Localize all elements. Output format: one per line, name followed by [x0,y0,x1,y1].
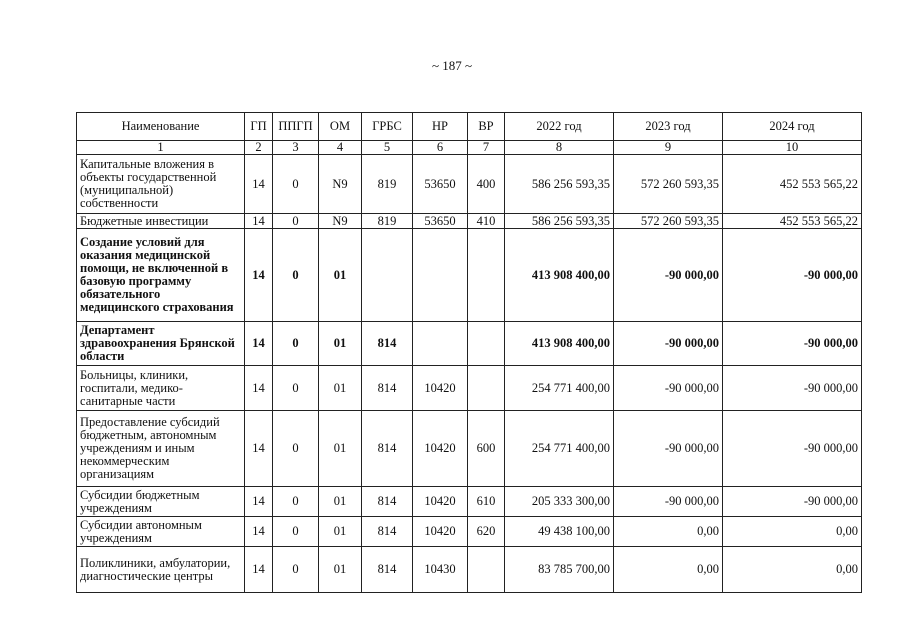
header-2024: 2024 год [723,113,862,141]
column-index: 4 [319,141,362,155]
row-gp-cell: 14 [245,517,273,547]
column-index: 3 [273,141,319,155]
header-grbs: ГРБС [362,113,413,141]
row-ppgp-cell: 0 [273,214,319,229]
header-2023: 2023 год [614,113,723,141]
row-ppgp-cell: 0 [273,322,319,366]
header-ppgp: ППГП [273,113,319,141]
row-2023-cell: -90 000,00 [614,322,723,366]
row-ppgp-cell: 0 [273,366,319,411]
row-gp-cell: 14 [245,487,273,517]
row-gp-cell: 14 [245,547,273,593]
row-grbs-cell: 814 [362,547,413,593]
column-index-row [77,141,862,155]
page-number: ~ 187 ~ [431,58,473,73]
row-2023-cell: 0,00 [614,547,723,593]
row-nr-cell: 10420 [413,517,468,547]
row-grbs-cell: 819 [362,155,413,214]
row-name-cell: Бюджетные инвестиции [77,214,245,229]
column-index: 5 [362,141,413,155]
row-name-cell: Предоставление субсидий бюджетным, автономным учреждениям и иным некоммерческим организациям [77,411,245,487]
row-2024-cell: -90 000,00 [723,411,862,487]
row-name-cell: Департамент здравоохранения Брянской области [77,322,245,366]
column-index: 10 [723,141,862,155]
row-2024-cell: -90 000,00 [723,487,862,517]
row-om-cell: 01 [319,229,362,322]
table-row [77,366,862,411]
table-row [77,229,862,322]
row-om-cell: 01 [319,487,362,517]
row-2022-cell: 586 256 593,35 [505,214,614,229]
row-2023-cell: 572 260 593,35 [614,214,723,229]
row-2022-cell: 254 771 400,00 [505,411,614,487]
row-vr-cell: 410 [468,214,505,229]
row-name-cell: Субсидии автономным учреждениям [77,517,245,547]
row-2024-cell: 452 553 565,22 [723,214,862,229]
row-om-cell: 01 [319,411,362,487]
row-2023-cell: 0,00 [614,517,723,547]
row-2022-cell: 83 785 700,00 [505,547,614,593]
row-om-cell: 01 [319,547,362,593]
table-row [77,487,862,517]
row-grbs-cell: 814 [362,322,413,366]
row-2022-cell: 49 438 100,00 [505,517,614,547]
row-2022-cell: 586 256 593,35 [505,155,614,214]
row-vr-cell [468,547,505,593]
row-gp-cell: 14 [245,214,273,229]
row-2022-cell: 413 908 400,00 [505,322,614,366]
row-name-cell: Поликлиники, амбулатории, диагностические центры [77,547,245,593]
row-2024-cell: -90 000,00 [723,322,862,366]
row-2022-cell: 413 908 400,00 [505,229,614,322]
row-om-cell: N9 [319,214,362,229]
table-row [77,214,862,229]
row-2022-cell: 254 771 400,00 [505,366,614,411]
row-om-cell: 01 [319,322,362,366]
row-nr-cell: 10420 [413,411,468,487]
table-row [77,517,862,547]
budget-table [76,112,862,593]
row-ppgp-cell: 0 [273,517,319,547]
row-2024-cell: 452 553 565,22 [723,155,862,214]
table-row [77,155,862,214]
row-2023-cell: 572 260 593,35 [614,155,723,214]
row-name-cell: Капитальные вложения в объекты государственной (муниципальной) собственности [77,155,245,214]
row-2024-cell: -90 000,00 [723,229,862,322]
row-nr-cell: 10420 [413,487,468,517]
row-grbs-cell: 814 [362,411,413,487]
row-2024-cell: 0,00 [723,517,862,547]
column-index: 8 [505,141,614,155]
header-name: Наименование [77,113,245,141]
header-nr: НР [413,113,468,141]
row-nr-cell: 10420 [413,366,468,411]
row-grbs-cell [362,229,413,322]
row-vr-cell [468,322,505,366]
row-vr-cell: 610 [468,487,505,517]
row-gp-cell: 14 [245,229,273,322]
table-row [77,322,862,366]
row-vr-cell: 400 [468,155,505,214]
table-row [77,547,862,593]
row-ppgp-cell: 0 [273,411,319,487]
row-ppgp-cell: 0 [273,155,319,214]
table-body [77,155,862,593]
row-om-cell: N9 [319,155,362,214]
row-name-cell: Больницы, клиники, госпитали, медико-санитарные части [77,366,245,411]
row-2023-cell: -90 000,00 [614,366,723,411]
column-index: 1 [77,141,245,155]
row-gp-cell: 14 [245,411,273,487]
header-vr: ВР [468,113,505,141]
table-row [77,411,862,487]
row-ppgp-cell: 0 [273,547,319,593]
row-2022-cell: 205 333 300,00 [505,487,614,517]
row-name-cell: Субсидии бюджетным учреждениям [77,487,245,517]
row-nr-cell: 10430 [413,547,468,593]
column-index: 9 [614,141,723,155]
row-nr-cell [413,322,468,366]
row-vr-cell: 620 [468,517,505,547]
row-nr-cell: 53650 [413,155,468,214]
row-2024-cell: 0,00 [723,547,862,593]
table-header-row [77,113,862,141]
column-index: 7 [468,141,505,155]
row-grbs-cell: 819 [362,214,413,229]
header-om: ОМ [319,113,362,141]
row-grbs-cell: 814 [362,366,413,411]
header-gp: ГП [245,113,273,141]
header-2022: 2022 год [505,113,614,141]
row-grbs-cell: 814 [362,487,413,517]
row-om-cell: 01 [319,366,362,411]
row-ppgp-cell: 0 [273,229,319,322]
row-nr-cell [413,229,468,322]
row-2024-cell: -90 000,00 [723,366,862,411]
row-gp-cell: 14 [245,322,273,366]
row-2023-cell: -90 000,00 [614,229,723,322]
row-vr-cell [468,366,505,411]
row-2023-cell: -90 000,00 [614,411,723,487]
row-name-cell: Создание условий для оказания медицинской помощи, не включенной в базовую программу обязательного медицинского страхования [77,229,245,322]
row-ppgp-cell: 0 [273,487,319,517]
row-gp-cell: 14 [245,366,273,411]
column-index: 6 [413,141,468,155]
row-2023-cell: -90 000,00 [614,487,723,517]
column-index: 2 [245,141,273,155]
row-om-cell: 01 [319,517,362,547]
row-vr-cell [468,229,505,322]
row-vr-cell: 600 [468,411,505,487]
row-grbs-cell: 814 [362,517,413,547]
row-gp-cell: 14 [245,155,273,214]
row-nr-cell: 53650 [413,214,468,229]
